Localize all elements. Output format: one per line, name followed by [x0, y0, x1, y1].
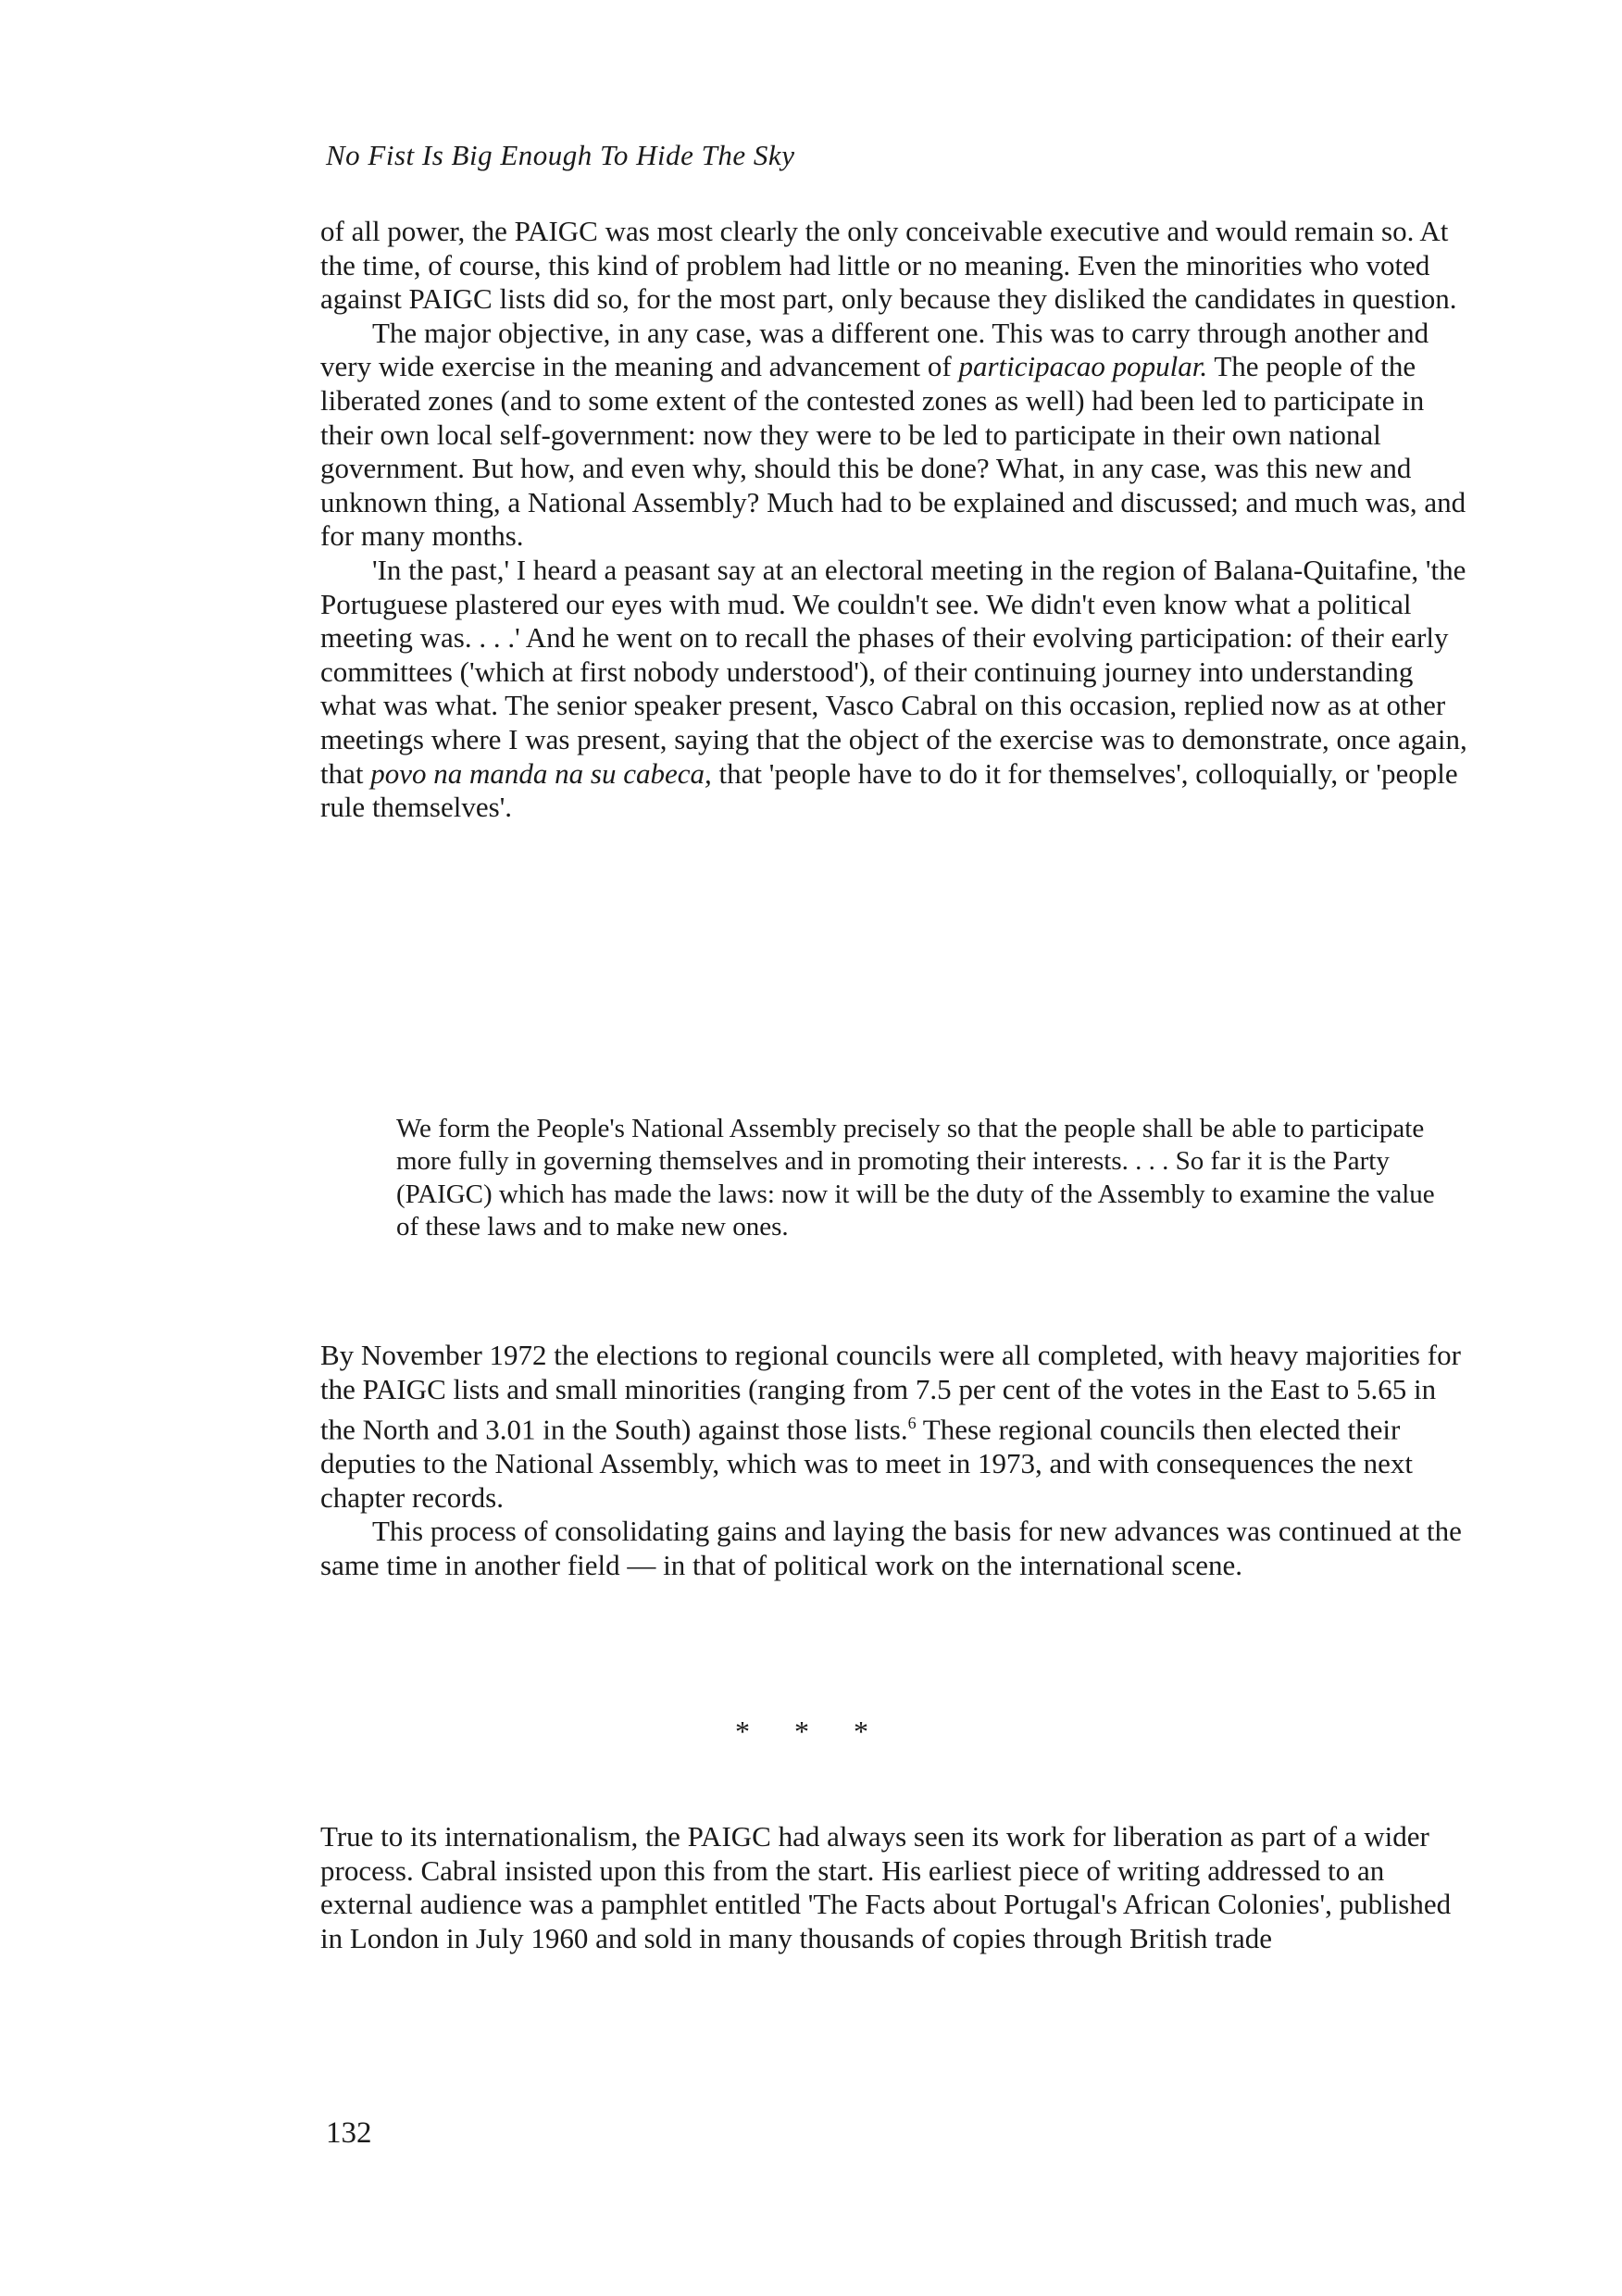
section-break: * * * — [735, 1715, 887, 1748]
paragraph-consolidating: This process of consolidating gains and laying the basis for new advances was continued at the same time in another field — in that of political work on the international scene. — [320, 1515, 1462, 1581]
paragraph-text: The major objective, in any case, was a different one. This was to carry through another and very wide exercise in the meaning and advancement of — [320, 316, 1429, 383]
paragraph-text: The people of the liberated zones (and to some extent of the contested zones as well) had been led to participate in their own local self-government: now they were to be led to participate in their own national government. But how, and even why, should this be done? What, in any case, was this new and unknown thing, a National Assembly? Much had to be explained and discussed; and much was, and for many months. — [320, 350, 1466, 553]
paragraph-elections — [320, 1339, 1468, 1515]
paragraph-continuation: of all power, the PAIGC was most clearly the only conceivable executive and would remain so. At the time, of course, this kind of problem had little or no meaning. Even the minorities who voted against PAIGC lists did so, for the most part, only because they disliked the candidates in question. — [320, 215, 1457, 316]
paragraph-internationalism: True to its internationalism, the PAIGC had always seen its work for liberation as part of a wider process. Cabral insisted upon this from the start. His earliest piece of writing addressed to an external audience was a pamphlet entitled 'The Facts about Portugal's African Colonies', published in London in July 1960 and sold in many thousands of copies through British trade — [320, 1820, 1452, 1954]
block-quote: We form the People's National Assembly precisely so that the people shall be able to participate more fully in governing themselves and in promoting their interests. . . . So far it is the Party (PAIGC) which has made the laws: now it will be the duty of the Assembly to examine the value of these laws and to make new ones. — [396, 1114, 1435, 1242]
paragraph-national-assembly — [320, 317, 1468, 554]
paragraph-text: These regional councils then elected their deputies to the National Assembly, which was to meet in 1973, and with consequences the next chapter records. — [320, 1413, 1414, 1514]
page-number: 132 — [326, 2116, 372, 2150]
paragraph-peasant-quote — [320, 554, 1468, 825]
main-text-lower — [320, 1820, 1468, 1955]
paragraph-text: By November 1972 the elections to regional councils were all completed, with heavy majorities for the PAIGC lists and small minorities (ranging from 7.5 per cent of the votes in the East to 5.65 in the North and 3.01 in the South) against those lists. — [320, 1339, 1461, 1446]
paragraph-text: 'In the past,' I heard a peasant say at an electoral meeting in the region of Balana-Quitafine, 'the Portuguese plastered our eyes with mud. We couldn't see. We didn't even know what a political meeting was. . . .' And he went on to recall the phases of their evolving participation: of their early committees ('which at first nobody understood'), of their continuing journey into understanding what was what. The senior speaker present, Vasco Cabral on this occasion, replied now as at other meetings where I was present, saying that the object of the exercise was to demonstrate, once again, that — [320, 553, 1467, 790]
paragraph-text: that 'people have to do it for themselves', colloquially, or 'people rule themselves'. — [320, 756, 1458, 824]
footnote-marker: 6 — [907, 1414, 917, 1433]
emphasis-text: povo na manda na su cabeca, — [370, 756, 712, 790]
main-text-middle — [320, 1339, 1468, 1582]
running-head: No Fist Is Big Enough To Hide The Sky — [326, 139, 795, 171]
main-text-upper — [320, 215, 1468, 825]
emphasis-text: participacao popular. — [958, 350, 1208, 383]
